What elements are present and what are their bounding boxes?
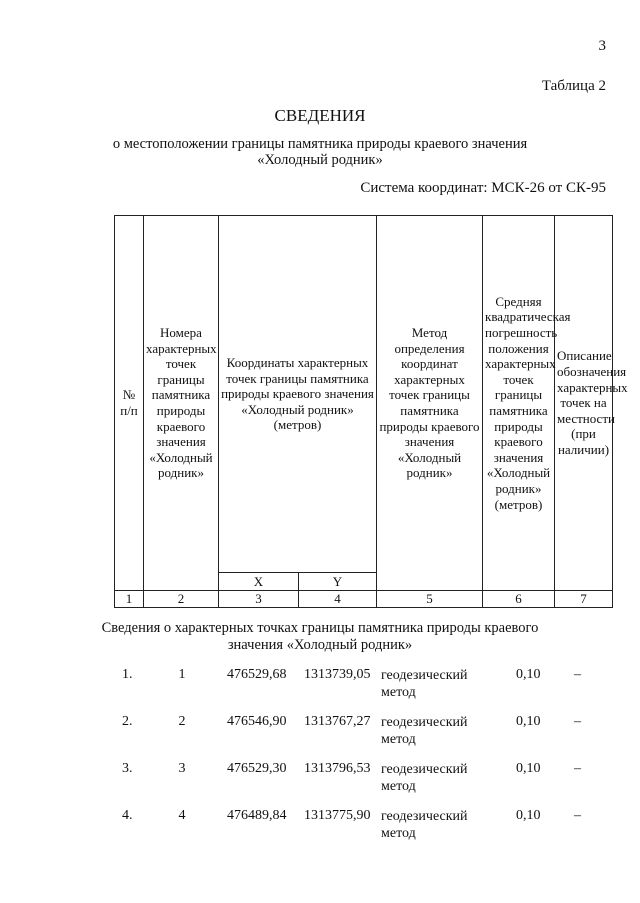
subtitle-line: «Холодный родник»	[257, 152, 383, 168]
method-line: геодезический	[381, 715, 468, 730]
method-line: геодезический	[381, 762, 468, 777]
method-cell	[381, 714, 491, 748]
column-number-row	[115, 591, 613, 608]
point-number: 3	[178, 761, 186, 776]
accuracy: 0,10	[516, 667, 541, 682]
coordinate-x: 476529,68	[227, 667, 287, 682]
header-cell-method: Метод определения координат характерных точек границы памятника природы краевого значения «Холодный родник»	[377, 216, 483, 591]
column-number: 5	[377, 591, 483, 608]
table-label: Таблица 2	[541, 78, 606, 94]
method-line: метод	[381, 685, 416, 700]
method-line: метод	[381, 732, 416, 747]
row-number: 1.	[122, 667, 133, 682]
row-number: 4.	[122, 808, 133, 823]
header-cell-description: Описание обозначения характерных точек на местности (при наличии)	[555, 216, 613, 591]
description: –	[574, 714, 581, 729]
header-cell-accuracy: Средняя квадратическая погрешность положения характерных точек границы памятника природы краевого значения «Холодный родник» (метров)	[483, 216, 555, 591]
header-cell-y: Y	[299, 573, 377, 591]
header-cell-point-numbers: Номера характерных точек границы памятника природы краевого значения «Холодный родник»	[144, 216, 219, 591]
header-row	[115, 216, 613, 573]
coordinate-y: 1313767,27	[304, 714, 371, 729]
coordinate-y: 1313739,05	[304, 667, 371, 682]
column-number: 7	[555, 591, 613, 608]
document-title: СВЕДЕНИЯ	[274, 106, 366, 125]
point-number: 1	[178, 667, 186, 682]
point-number: 2	[178, 714, 186, 729]
column-number: 3	[219, 591, 299, 608]
accuracy: 0,10	[516, 761, 541, 776]
method-line: метод	[381, 826, 416, 841]
point-number: 4	[178, 808, 186, 823]
coordinate-x: 476529,30	[227, 761, 287, 776]
method-line: геодезический	[381, 809, 468, 824]
table-row	[0, 667, 640, 707]
column-number: 2	[144, 591, 219, 608]
table-row	[0, 714, 640, 754]
method-cell	[381, 761, 491, 795]
page-number: 3	[598, 38, 606, 54]
method-line: метод	[381, 779, 416, 794]
subtitle-line: о местоположении границы памятника природы краевого значения	[112, 136, 528, 152]
column-number: 1	[115, 591, 144, 608]
header-cell-x: X	[219, 573, 299, 591]
description: –	[574, 667, 581, 682]
coordinate-x: 476489,84	[227, 808, 287, 823]
header-cell-coordinates: Координаты характерных точек границы памятника природы краевого значения «Холодный родник» (метров)	[219, 216, 377, 573]
method-cell	[381, 667, 491, 701]
section-title	[0, 620, 640, 654]
column-number: 6	[483, 591, 555, 608]
coordinate-y: 1313775,90	[304, 808, 371, 823]
coordinate-y: 1313796,53	[304, 761, 371, 776]
table-row	[0, 808, 640, 848]
method-line: геодезический	[381, 668, 468, 683]
coordinate-system: Система координат: МСК-26 от СК-95	[360, 180, 606, 196]
description: –	[574, 808, 581, 823]
table-row	[0, 761, 640, 801]
document-subtitle	[0, 136, 640, 168]
column-number: 4	[299, 591, 377, 608]
description: –	[574, 761, 581, 776]
accuracy: 0,10	[516, 808, 541, 823]
accuracy: 0,10	[516, 714, 541, 729]
section-title-line: Сведения о характерных точках границы памятника природы краевого	[101, 620, 539, 636]
row-number: 2.	[122, 714, 133, 729]
row-number: 3.	[122, 761, 133, 776]
coordinate-x: 476546,90	[227, 714, 287, 729]
method-cell	[381, 808, 491, 842]
header-cell-number: № п/п	[115, 216, 144, 591]
section-title-line: значения «Холодный родник»	[227, 637, 413, 653]
header-table	[114, 215, 628, 608]
